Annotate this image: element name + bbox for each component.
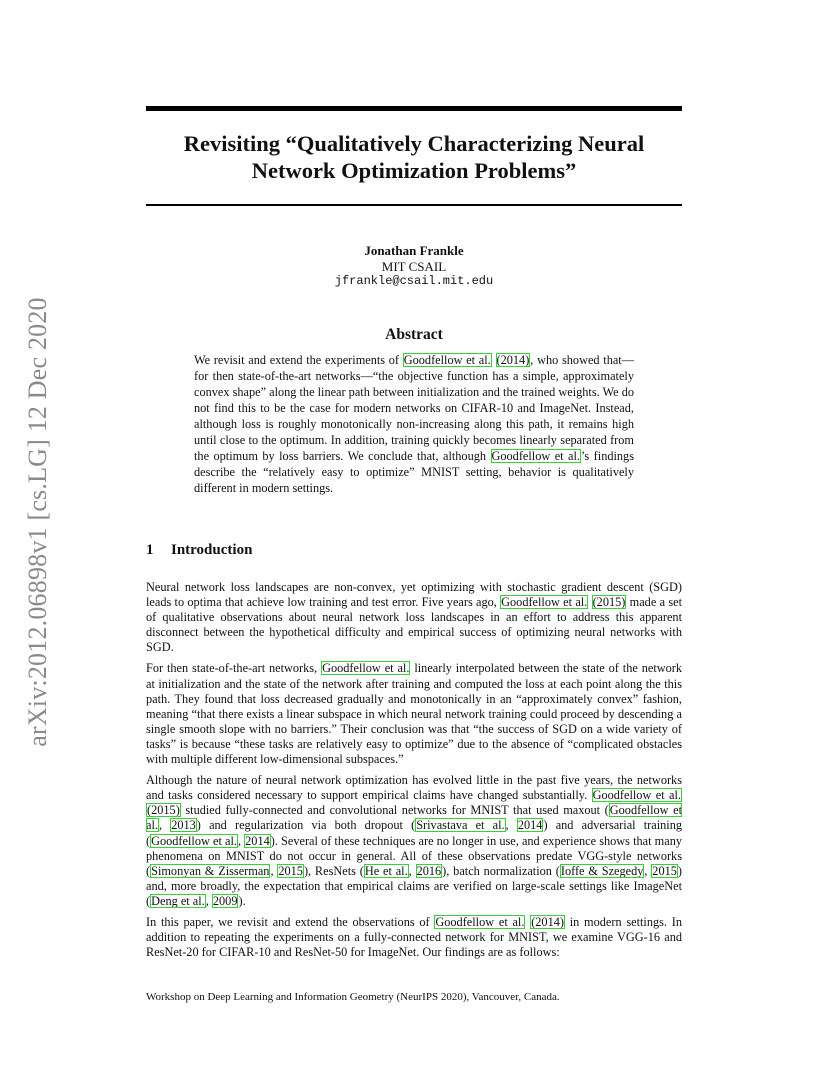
- citation-link[interactable]: 2014: [245, 833, 270, 848]
- citation-link[interactable]: (2015): [147, 803, 180, 818]
- footer-note: Workshop on Deep Learning and Information Geometry (NeurIPS 2020), Vancouver, Canada.: [146, 991, 560, 1003]
- citation-link[interactable]: 2013: [171, 818, 196, 833]
- citation-link[interactable]: (2015): [592, 595, 626, 610]
- author-affiliation: MIT CSAIL: [381, 258, 447, 274]
- citation-link[interactable]: Goodfellow et al.: [592, 788, 681, 803]
- citation-link[interactable]: 2015: [652, 863, 677, 878]
- citation-link[interactable]: 2015: [278, 863, 303, 878]
- paper-title: Revisiting “Qualitatively Characterizing Neural Network Optimization Problems”: [183, 131, 645, 183]
- author-block: [146, 243, 682, 290]
- citation-link[interactable]: 2016: [416, 863, 442, 878]
- citation-link[interactable]: Simonyan & Zisserman: [151, 863, 270, 878]
- title-top-rule: [146, 106, 682, 111]
- citation-link[interactable]: Goodfellow et al.: [322, 661, 410, 676]
- author-email: jfrankle@csail.mit.edu: [334, 274, 494, 288]
- body-text: [146, 580, 682, 966]
- citation-link[interactable]: Goodfellow et al.: [151, 833, 237, 848]
- citation-link[interactable]: Deng et al.: [151, 893, 205, 908]
- abstract-heading: Abstract: [385, 326, 443, 343]
- paragraph: Neural network loss landscapes are non-convex, yet optimizing with stochastic gradient descent (SGD) leads to optima that achieve low training and test error. Five years ago, Goodfellow et al. (2015) made a set of qualitative observations about neural network loss landscapes in an effort to address this apparent disconnect between the hypothetical difficulty and empirical success of optimizing neural networks with SGD.: [146, 580, 682, 655]
- arxiv-stamp: [18, 282, 58, 762]
- section-title: Introduction: [171, 542, 253, 558]
- section-heading: [146, 542, 252, 559]
- title-bottom-rule: [146, 204, 682, 206]
- citation-link[interactable]: (2014): [496, 353, 530, 367]
- section-number: 1: [146, 542, 154, 558]
- abstract-body: We revisit and extend the experiments of Goodfellow et al. (2014), who showed that—for then state-of-the-art networks—“the objective function has a simple, approximately convex shape” along the linear path between initialization and the trained weights. We do not find this to be the case for modern networks on CIFAR-10 and ImageNet. Instead, although loss is roughly monotonically non-increasing along this path, it remains high until close to the optimum. In addition, training quickly becomes linearly separated from the optimum by loss barriers. We conclude that, although Goodfellow et al.’s findings describe the “relatively easy to optimize” MNIST setting, behavior is qualitatively different in modern settings.: [194, 353, 635, 495]
- citation-link[interactable]: Goodfellow et al.: [491, 449, 581, 463]
- citation-link[interactable]: Srivastava et al.: [416, 818, 505, 833]
- citation-link[interactable]: Ioffe & Szegedy: [560, 863, 644, 878]
- citation-link[interactable]: 2014: [517, 818, 543, 833]
- paragraph: Although the nature of neural network optimization has evolved little in the past five years, the networks and tasks considered necessary to support empirical claims have changed substantially. Goodfellow et al. (2015) studied fully-connected and convolutional networks for MNIST that used maxout (Goodfellow et al., 2013) and regularization via both dropout (Srivastava et al., 2014) and adversarial training (Goodfellow et al., 2014). Several of these techniques are no longer in use, and experience shows that many phenomena on MNIST do not occur in general. All of these observations predate VGG-style networks (Simonyan & Zisserman, 2015), ResNets (He et al., 2016), batch normalization (Ioffe & Szegedy, 2015) and, more broadly, the expectation that empirical claims are verified on large-scale settings like ImageNet (Deng et al., 2009).: [146, 773, 682, 908]
- citation-link[interactable]: Goodfellow et al.: [435, 914, 525, 929]
- author-name: Jonathan Frankle: [364, 243, 464, 258]
- paragraph: For then state-of-the-art networks, Goodfellow et al. linearly interpolated between the state of the network at initialization and the state of the network after training and computed the loss at each point along the this path. They found that loss decreased gradually and monotonically in an “approximately convex” fashion, meaning “that there exists a linear subspace in which neural network training could proceed by descending a single smooth slope with no barriers.” Their conclusion was that “the success of SGD on a wide variety of tasks” is because “these tasks are relatively easy to optimize” due to the absence of “complicated obstacles with multiple different low-dimensional subspaces.”: [146, 661, 683, 767]
- citation-link[interactable]: (2014): [531, 914, 564, 929]
- citation-link[interactable]: He et al.: [364, 863, 408, 878]
- citation-link[interactable]: Goodfellow et al.: [403, 353, 491, 367]
- citation-link[interactable]: Goodfellow et al.: [501, 595, 588, 610]
- paragraph: In this paper, we revisit and extend the observations of Goodfellow et al. (2014) in modern settings. In addition to repeating the experiments on a fully-connected network for MNIST, we examine VGG-16 and ResNet-20 for CIFAR-10 and ResNet-50 for ImageNet. Our findings are as follows:: [146, 914, 682, 960]
- arxiv-identifier: arXiv:2012.06898v1 [cs.LG] 12 Dec 2020: [23, 297, 52, 747]
- citation-link[interactable]: 2009: [212, 893, 238, 908]
- citation-link[interactable]: Goodfellow et al.: [146, 803, 682, 833]
